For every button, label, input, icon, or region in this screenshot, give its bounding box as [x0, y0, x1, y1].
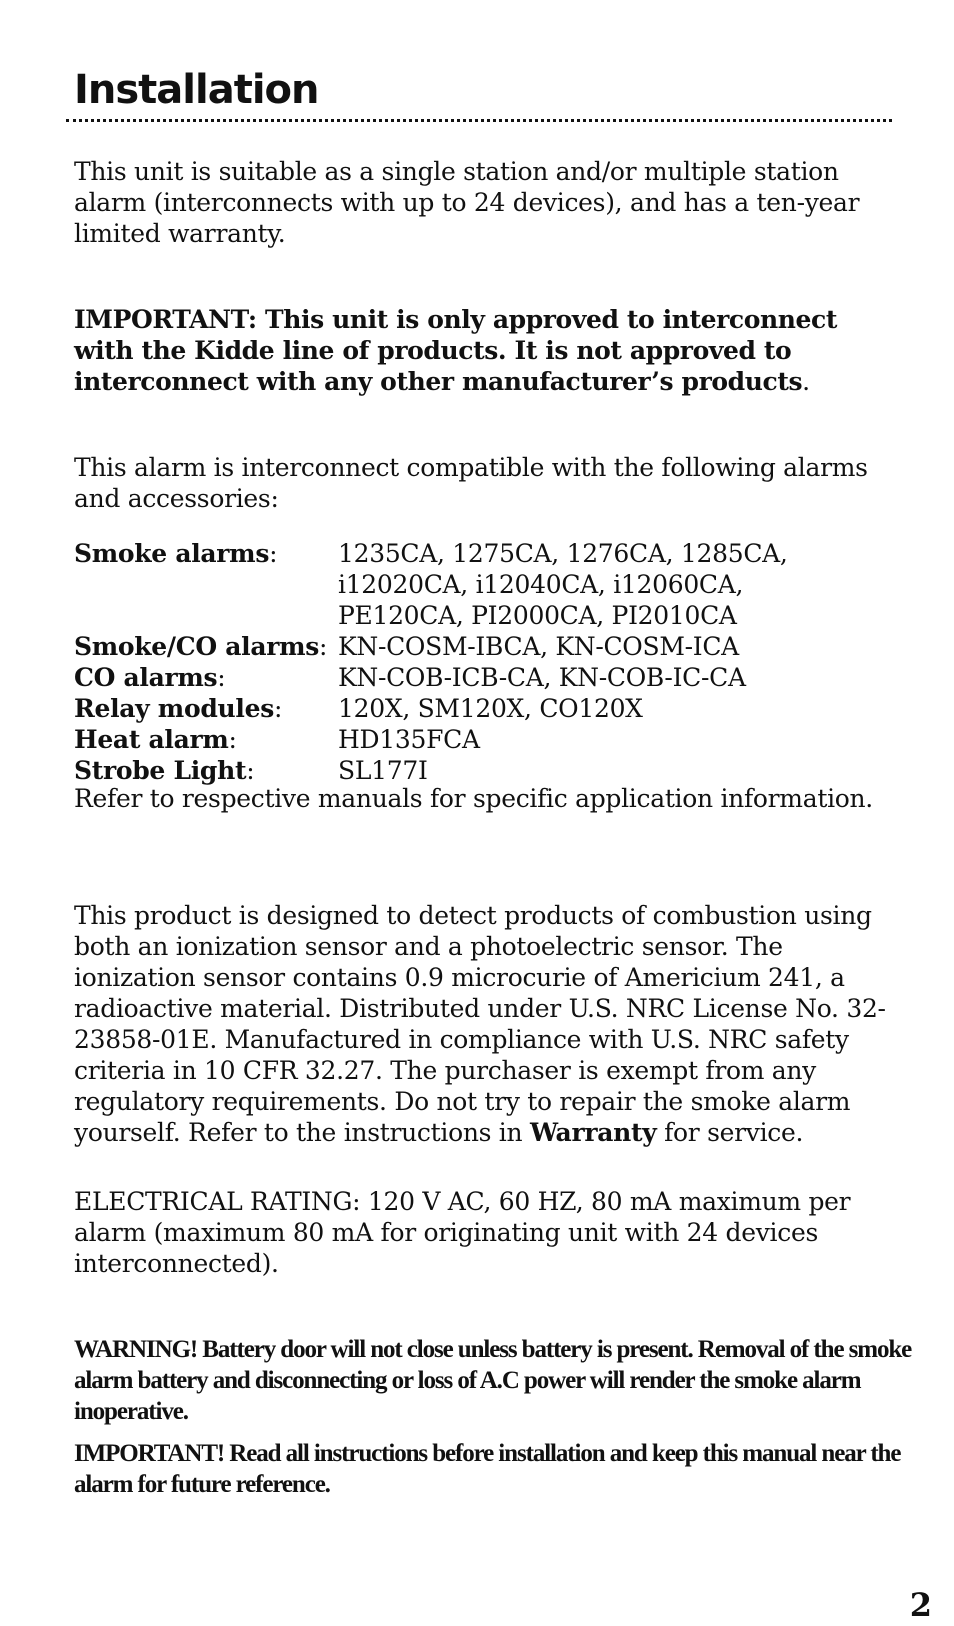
page-number: 2	[909, 1586, 932, 1624]
read-instructions-warning: IMPORTANT! Read all instructions before installation and keep this manual near the alarm for future reference.	[74, 1440, 901, 1498]
suitability-paragraph: This unit is suitable as a single station and/or multiple station alarm (interconnects with up to 24 devices), and has a ten-year limited warranty.	[74, 157, 860, 248]
compatibility-category-label: Smoke/CO alarms	[74, 632, 320, 661]
compatibility-row	[74, 755, 904, 786]
compatibility-models	[338, 662, 904, 693]
compatibility-models	[338, 693, 904, 724]
compatibility-category	[74, 662, 338, 693]
refer-paragraph: Refer to respective manuals for specific application information.	[74, 784, 873, 813]
important-interconnect-text: IMPORTANT: This unit is only approved to interconnect with the Kidde line of products. It is not approved to interconnect with any other manufacturer’s products	[74, 305, 837, 396]
compatibility-models	[338, 724, 904, 755]
compatibility-category	[74, 755, 338, 786]
compatibility-model-line: SL177I	[338, 756, 428, 785]
dotted-divider	[66, 119, 892, 122]
compatibility-category	[74, 724, 338, 755]
compatibility-category	[74, 538, 338, 631]
compatibility-model-line: 1235CA, 1275CA, 1276CA, 1285CA,	[338, 539, 788, 568]
compatibility-category-label: Heat alarm	[74, 725, 229, 754]
compatibility-category-colon: :	[269, 539, 278, 568]
compatibility-models	[338, 538, 904, 631]
product-description-tail: for service.	[656, 1118, 804, 1147]
warranty-reference: Warranty	[529, 1118, 657, 1147]
compatibility-category-label: Strobe Light	[74, 756, 247, 785]
compatibility-category-label: CO alarms	[74, 663, 218, 692]
compatibility-category	[74, 693, 338, 724]
compatibility-category-colon: :	[246, 756, 255, 785]
compatibility-row	[74, 631, 904, 662]
compatibility-model-line: KN-COSM-IBCA, KN-COSM-ICA	[338, 632, 739, 661]
compatibility-model-line: i12020CA, i12040CA, i12060CA,	[338, 570, 744, 599]
compatibility-category-colon: :	[319, 632, 328, 661]
compatibility-model-line: KN-COB-ICB-CA, KN-COB-IC-CA	[338, 663, 746, 692]
compatibility-category-label: Smoke alarms	[74, 539, 270, 568]
electrical-rating-paragraph: ELECTRICAL RATING: 120 V AC, 60 HZ, 80 mA maximum per alarm (maximum 80 mA for originating unit with 24 devices interconnected).	[74, 1187, 851, 1278]
compatibility-models	[338, 755, 904, 786]
compatibility-row	[74, 538, 904, 631]
compatibility-models	[338, 631, 904, 662]
compatibility-model-line: PE120CA, PI2000CA, PI2010CA	[338, 601, 737, 630]
compatibility-table	[74, 538, 904, 786]
compatibility-category-colon: :	[228, 725, 237, 754]
compatibility-model-line: 120X, SM120X, CO120X	[338, 694, 643, 723]
compatibility-category-colon: :	[217, 663, 226, 692]
compatibility-category-label: Relay modules	[74, 694, 274, 723]
compatibility-category-colon: :	[273, 694, 283, 723]
compatibility-row	[74, 662, 904, 693]
compatibility-intro-paragraph: This alarm is interconnect compatible with the following alarms and accessories:	[74, 453, 868, 513]
compatibility-row	[74, 724, 904, 755]
section-title: Installation	[74, 67, 319, 113]
battery-warning: WARNING! Battery door will not close unless battery is present. Removal of the smoke alarm battery and disconnecting or loss of A.C power will render the smoke alarm inoperative.	[74, 1336, 912, 1425]
product-description-text: This product is designed to detect products of combustion using both an ionization sensor and a photoelectric sensor. The ionization sensor contains 0.9 microcurie of Americium 241, a radioactive material. Distributed under U.S. NRC License No. 32-23858-01E. Manufactured in compliance with U.S. NRC safety criteria in 10 CFR 32.27. The purchaser is exempt from any regulatory requirements. Do not try to repair the smoke alarm yourself. Refer to the instructions in	[74, 901, 886, 1147]
product-description-paragraph	[74, 900, 904, 1148]
important-interconnect-period: .	[802, 367, 810, 396]
important-interconnect-notice	[74, 304, 904, 397]
compatibility-category	[74, 631, 338, 662]
compatibility-model-line: HD135FCA	[338, 725, 480, 754]
compatibility-row	[74, 693, 904, 724]
